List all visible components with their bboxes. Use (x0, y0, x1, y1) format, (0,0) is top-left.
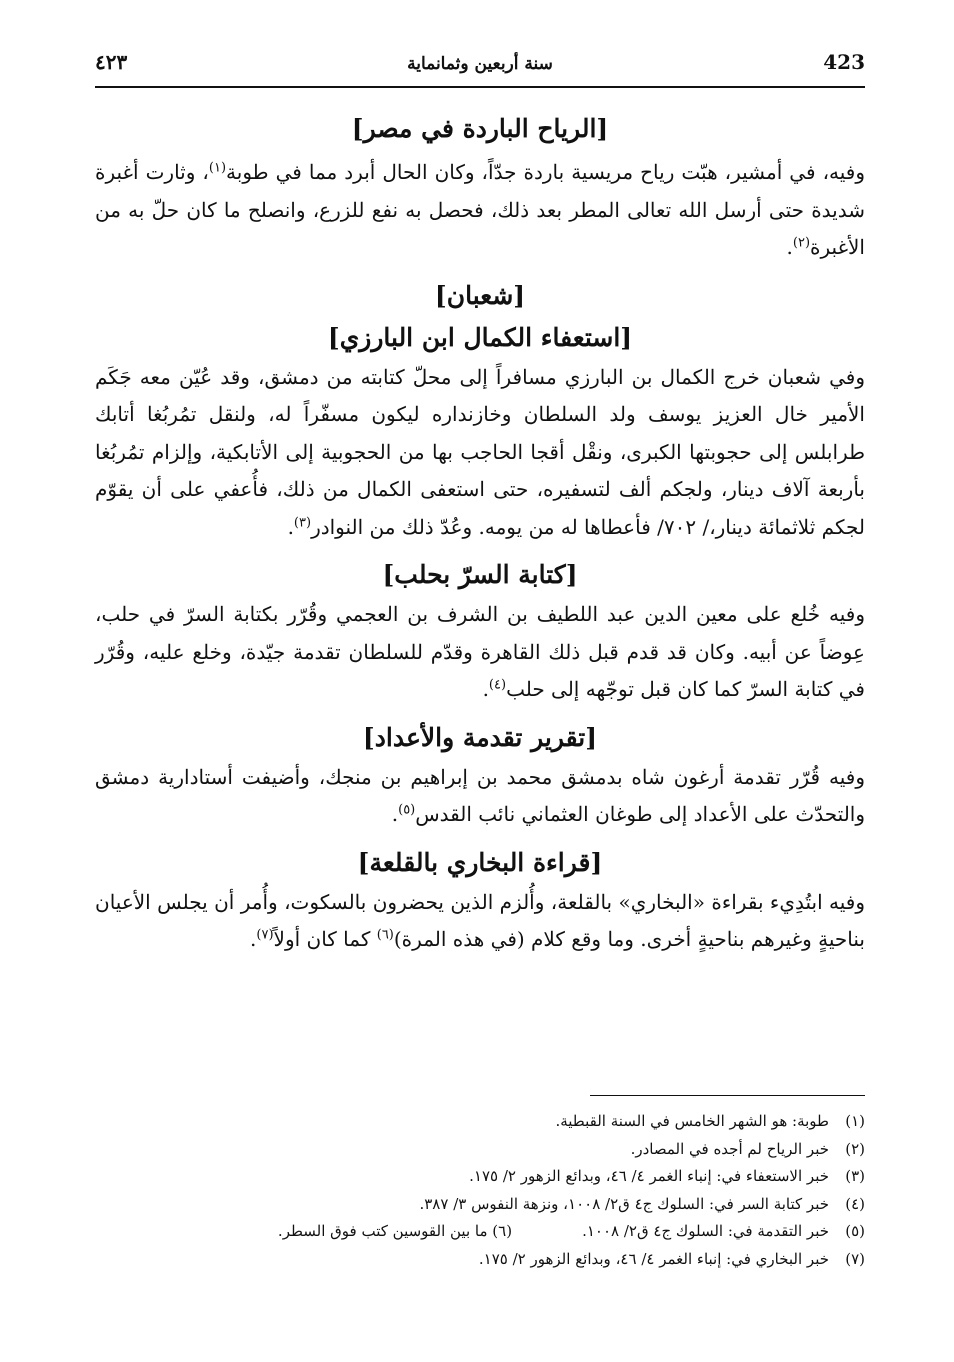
footnote-ref: (٥) (398, 802, 416, 818)
footnote-marker: (٤) (845, 1194, 865, 1213)
footnote-item (95, 1108, 865, 1136)
footnote-ref: (٤) (488, 677, 507, 693)
footnote-item (95, 1246, 865, 1274)
footnote-ref: (٧) (256, 927, 274, 943)
section-heading: [تقرير تقدمة والأعداد] (362, 722, 598, 752)
paragraph-text: . (786, 235, 793, 259)
footnote-marker: (٣) (845, 1167, 865, 1185)
footnote-marker: (٧) (845, 1249, 865, 1268)
paragraph-text: وفيه خُلع على معين الدين عبد اللطيف بن الشرف بن العجمي وقُرّر بكتابة السرّ في حلب، عِوضاً عن أبيه. وكان قد قدم قبل ذلك القاهرة وقدّم للسلطان تقدمة جيّدة، وخلع عليه، وقُرّر في كتابة السرّ كما كان قبل توجّهه إلى حلب (95, 602, 865, 701)
footnote-marker: (١) (845, 1112, 865, 1130)
footnote-item (95, 1218, 865, 1246)
section-paragraph (95, 359, 865, 547)
running-title: سنة أربعين وثمانماية (407, 54, 553, 74)
page-number-arabic: ٤٢٣ (95, 50, 128, 74)
footnote-text: طوبة: هو الشهر الخامس في السنة القبطية. (555, 1112, 829, 1130)
footnote-text: خبر كتابة السر في: السلوك ج٤ ق٢/ ١٠٠٨، ونزهة النفوس ٣/ ٣٨٧. (419, 1194, 829, 1213)
footnotes (95, 1108, 865, 1273)
footnote-ref: (٢) (792, 235, 811, 251)
section-heading: [قراءة البخاري بالقلعة] (357, 847, 603, 877)
paragraph-text: وفيه ابتُدِيء بقراءة «البخاري» بالقلعة، وأُلزم الذين يحضرون بالسكوت، وأُمر أن يجلس الأعيان بناحيةٍ وغيرهم بناحيةٍ أخرى. وما وقع كلام (في هذه المرة) (95, 889, 865, 951)
paragraph-text: ، وثارت أغبرة شديدة حتى أرسل الله تعالى المطر بعد ذلك، فحصل به نفع للزرع، وانصلح ما كان حلّ به من الأغبرة (95, 160, 865, 259)
footnote-ref: (٣) (293, 514, 312, 530)
footnote-ref: (٦) (376, 927, 394, 943)
paragraph-text: وفيه، في أمشير، هبّت رياح مريسية باردة جدّاً، وكان الحال أبرد مما في طوبة (226, 160, 865, 184)
footnote-text: خبر التقدمة في: السلوك ج٤ ق٢/ ١٠٠٨. (582, 1222, 829, 1240)
paragraph-text: . (287, 514, 294, 539)
page-header (95, 42, 865, 88)
footnote-item (95, 1136, 865, 1164)
section-paragraph (95, 759, 865, 834)
header-rule (95, 86, 865, 88)
month-heading: [شعبان] (434, 280, 526, 310)
section-heading: [كتابة السرّ بحلب] (382, 560, 578, 589)
section-heading: [الرياح الباردة في مصر] (351, 114, 609, 143)
footnote-text: خبر الرياح لم أجده في المصادر. (630, 1139, 829, 1158)
footnote-marker: (٦) (492, 1222, 513, 1240)
paragraph-text: . (482, 677, 489, 701)
paragraph-text: كما كان أولاً (273, 927, 377, 951)
paragraph-text: . (391, 802, 399, 826)
footnote-text: خبر البخاري في: إنباء الغمر ٤/ ٤٦، وبدائع الزهور ٢/ ١٧٥. (478, 1249, 829, 1268)
footnote-item (95, 1191, 865, 1219)
footnote-ref: (١) (208, 160, 227, 176)
paragraph-text: وفيه قُرّر تقدمة أرغون شاه بدمشق محمد بن إبراهيم بن منجك، وأضيفت أستادارية دمشق والتحدّث على الأعداد إلى طوغان العثماني نائب القدس (95, 764, 865, 826)
footnote-text: خبر الاستعفاء في: إنباء الغمر ٤/ ٤٦، وبدائع الزهور ٢/ ١٧٥. (469, 1167, 829, 1185)
footnote-item (95, 1163, 865, 1191)
paragraph-text: . (250, 927, 257, 951)
section-paragraph (95, 154, 865, 267)
footnote-text: ما بين القوسين كتب فوق السطر. (277, 1222, 488, 1240)
page-body (95, 108, 865, 967)
paragraph-text: وفي شعبان خرج الكمال بن البارزي مسافراً إلى محلّ كتابته من دمشق، وقد عُيّن معه جَكَم الأمير خال العزيز يوسف ولد السلطان وخازنداره ليكون مسفّراً له، ولنقل تمُربُغا أتابك طرابلس إلى حجوبتها الكبرى، ونقْل أقجا الحاجب بها من الحجوبية إلى الأتابكية، وإلزام تمُربُغا بأربعة آلاف دينار، ولجكم ألف لتسفيره، حتى استعفى الكمال من ذلك، فأُعفي على أن يقوّم لجكم ثلاثمائة دينار،/ ٧٠٢/ فأعطاها له من يومه. وعُدّ ذلك من النوادر (95, 364, 865, 539)
footnote-marker: (٢) (845, 1139, 865, 1158)
section-paragraph (95, 596, 865, 709)
page-number-latin: 423 (823, 50, 865, 74)
section-heading: [استعفاء الكمال ابن البارزي] (327, 322, 633, 352)
footnote-marker: (٥) (845, 1222, 865, 1240)
footnote-separator (590, 1095, 865, 1096)
section-paragraph (95, 884, 865, 959)
